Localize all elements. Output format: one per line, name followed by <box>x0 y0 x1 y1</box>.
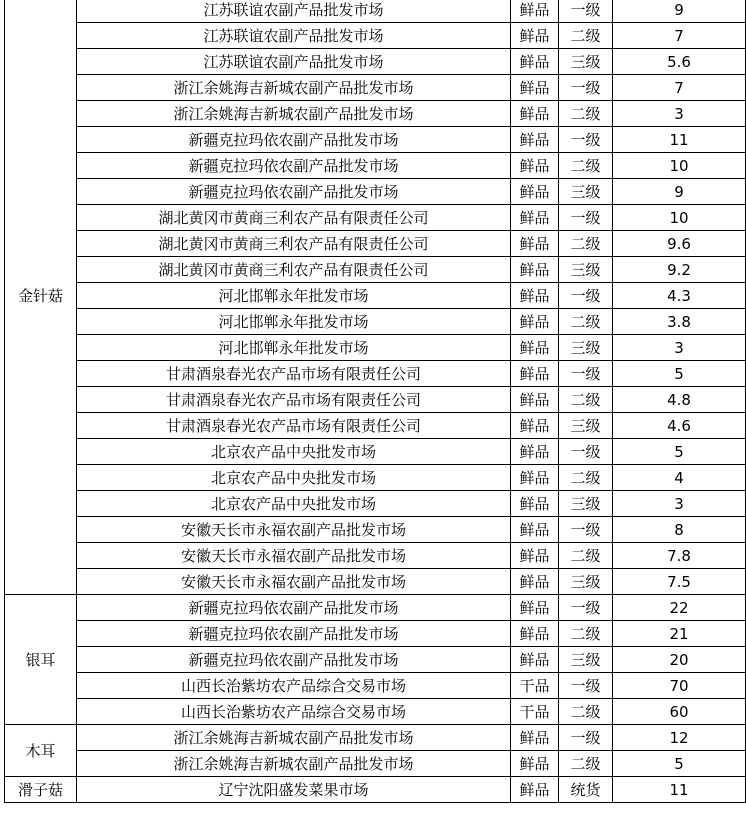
price-cell: 4.3 <box>613 283 746 309</box>
type-cell: 鲜品 <box>511 725 559 751</box>
market-cell: 安徽天长市永福农副产品批发市场 <box>77 517 511 543</box>
price-cell: 9 <box>613 179 746 205</box>
market-cell: 江苏联谊农副产品批发市场 <box>77 49 511 75</box>
price-cell: 5.6 <box>613 49 746 75</box>
type-cell: 鲜品 <box>511 205 559 231</box>
type-cell: 鲜品 <box>511 647 559 673</box>
type-cell: 鲜品 <box>511 335 559 361</box>
table-row <box>5 491 746 517</box>
grade-cell: 统货 <box>559 777 613 803</box>
table-row <box>5 595 746 621</box>
table-row <box>5 0 746 23</box>
table-row <box>5 361 746 387</box>
table-row <box>5 413 746 439</box>
market-cell: 甘肃酒泉春光农产品市场有限责任公司 <box>77 413 511 439</box>
grade-cell: 二级 <box>559 153 613 179</box>
market-cell: 河北邯郸永年批发市场 <box>77 283 511 309</box>
price-cell: 7.5 <box>613 569 746 595</box>
grade-cell: 二级 <box>559 101 613 127</box>
category-cell: 金针菇 <box>5 0 77 595</box>
type-cell: 鲜品 <box>511 49 559 75</box>
type-cell: 鲜品 <box>511 75 559 101</box>
grade-cell: 二级 <box>559 543 613 569</box>
price-cell: 3 <box>613 491 746 517</box>
price-cell: 5 <box>613 439 746 465</box>
table-row <box>5 205 746 231</box>
type-cell: 鲜品 <box>511 465 559 491</box>
market-cell: 新疆克拉玛依农副产品批发市场 <box>77 153 511 179</box>
table-row <box>5 621 746 647</box>
table-row <box>5 23 746 49</box>
table-row <box>5 387 746 413</box>
type-cell: 鲜品 <box>511 283 559 309</box>
market-cell: 江苏联谊农副产品批发市场 <box>77 0 511 23</box>
grade-cell: 三级 <box>559 647 613 673</box>
grade-cell: 一级 <box>559 205 613 231</box>
price-cell: 3.8 <box>613 309 746 335</box>
type-cell: 鲜品 <box>511 439 559 465</box>
price-cell: 5 <box>613 751 746 777</box>
table-row <box>5 257 746 283</box>
market-cell: 新疆克拉玛依农副产品批发市场 <box>77 647 511 673</box>
type-cell: 鲜品 <box>511 179 559 205</box>
market-cell: 河北邯郸永年批发市场 <box>77 335 511 361</box>
category-cell: 滑子菇 <box>5 777 77 803</box>
category-cell: 木耳 <box>5 725 77 777</box>
market-cell: 新疆克拉玛依农副产品批发市场 <box>77 179 511 205</box>
type-cell: 干品 <box>511 673 559 699</box>
type-cell: 鲜品 <box>511 23 559 49</box>
grade-cell: 二级 <box>559 699 613 725</box>
price-cell: 4.6 <box>613 413 746 439</box>
price-cell: 7.8 <box>613 543 746 569</box>
table-row <box>5 569 746 595</box>
price-table-body <box>5 0 746 803</box>
table-row <box>5 309 746 335</box>
type-cell: 鲜品 <box>511 361 559 387</box>
market-cell: 甘肃酒泉春光农产品市场有限责任公司 <box>77 361 511 387</box>
market-cell: 辽宁沈阳盛发菜果市场 <box>77 777 511 803</box>
type-cell: 鲜品 <box>511 413 559 439</box>
market-cell: 湖北黄冈市黄商三利农产品有限责任公司 <box>77 205 511 231</box>
price-cell: 9 <box>613 0 746 23</box>
table-row <box>5 517 746 543</box>
table-row <box>5 127 746 153</box>
grade-cell: 一级 <box>559 0 613 23</box>
market-cell: 浙江余姚海吉新城农副产品批发市场 <box>77 751 511 777</box>
table-row <box>5 153 746 179</box>
grade-cell: 一级 <box>559 725 613 751</box>
type-cell: 鲜品 <box>511 517 559 543</box>
type-cell: 鲜品 <box>511 231 559 257</box>
type-cell: 鲜品 <box>511 387 559 413</box>
grade-cell: 二级 <box>559 387 613 413</box>
price-cell: 22 <box>613 595 746 621</box>
market-cell: 新疆克拉玛依农副产品批发市场 <box>77 621 511 647</box>
price-cell: 11 <box>613 777 746 803</box>
grade-cell: 一级 <box>559 361 613 387</box>
grade-cell: 二级 <box>559 309 613 335</box>
grade-cell: 二级 <box>559 751 613 777</box>
type-cell: 鲜品 <box>511 101 559 127</box>
market-cell: 浙江余姚海吉新城农副产品批发市场 <box>77 75 511 101</box>
grade-cell: 三级 <box>559 49 613 75</box>
grade-cell: 一级 <box>559 127 613 153</box>
price-cell: 20 <box>613 647 746 673</box>
table-row <box>5 49 746 75</box>
market-cell: 浙江余姚海吉新城农副产品批发市场 <box>77 101 511 127</box>
grade-cell: 一级 <box>559 439 613 465</box>
table-row <box>5 725 746 751</box>
type-cell: 鲜品 <box>511 257 559 283</box>
price-cell: 60 <box>613 699 746 725</box>
type-cell: 鲜品 <box>511 0 559 23</box>
price-cell: 12 <box>613 725 746 751</box>
market-cell: 江苏联谊农副产品批发市场 <box>77 23 511 49</box>
grade-cell: 一级 <box>559 673 613 699</box>
grade-cell: 一级 <box>559 517 613 543</box>
grade-cell: 三级 <box>559 413 613 439</box>
table-row <box>5 699 746 725</box>
table-row <box>5 751 746 777</box>
price-cell: 70 <box>613 673 746 699</box>
price-cell: 9.2 <box>613 257 746 283</box>
market-cell: 北京农产品中央批发市场 <box>77 439 511 465</box>
market-cell: 北京农产品中央批发市场 <box>77 491 511 517</box>
price-cell: 10 <box>613 205 746 231</box>
grade-cell: 二级 <box>559 23 613 49</box>
type-cell: 鲜品 <box>511 491 559 517</box>
table-row <box>5 465 746 491</box>
market-cell: 浙江余姚海吉新城农副产品批发市场 <box>77 725 511 751</box>
price-cell: 5 <box>613 361 746 387</box>
price-cell: 8 <box>613 517 746 543</box>
grade-cell: 二级 <box>559 231 613 257</box>
table-row <box>5 231 746 257</box>
market-cell: 湖北黄冈市黄商三利农产品有限责任公司 <box>77 257 511 283</box>
grade-cell: 二级 <box>559 621 613 647</box>
price-cell: 9.6 <box>613 231 746 257</box>
table-row <box>5 543 746 569</box>
type-cell: 鲜品 <box>511 569 559 595</box>
price-cell: 7 <box>613 23 746 49</box>
table-row <box>5 283 746 309</box>
market-cell: 山西长治紫坊农产品综合交易市场 <box>77 699 511 725</box>
price-cell: 4 <box>613 465 746 491</box>
type-cell: 干品 <box>511 699 559 725</box>
market-cell: 河北邯郸永年批发市场 <box>77 309 511 335</box>
grade-cell: 三级 <box>559 491 613 517</box>
market-cell: 北京农产品中央批发市场 <box>77 465 511 491</box>
grade-cell: 一级 <box>559 75 613 101</box>
grade-cell: 一级 <box>559 283 613 309</box>
table-row <box>5 75 746 101</box>
type-cell: 鲜品 <box>511 543 559 569</box>
type-cell: 鲜品 <box>511 751 559 777</box>
type-cell: 鲜品 <box>511 621 559 647</box>
price-cell: 10 <box>613 153 746 179</box>
table-row <box>5 439 746 465</box>
market-cell: 新疆克拉玛依农副产品批发市场 <box>77 127 511 153</box>
table-row <box>5 647 746 673</box>
grade-cell: 三级 <box>559 257 613 283</box>
category-cell: 银耳 <box>5 595 77 725</box>
type-cell: 鲜品 <box>511 153 559 179</box>
market-cell: 安徽天长市永福农副产品批发市场 <box>77 543 511 569</box>
type-cell: 鲜品 <box>511 127 559 153</box>
market-cell: 湖北黄冈市黄商三利农产品有限责任公司 <box>77 231 511 257</box>
price-cell: 21 <box>613 621 746 647</box>
price-cell: 3 <box>613 101 746 127</box>
table-row <box>5 101 746 127</box>
type-cell: 鲜品 <box>511 777 559 803</box>
type-cell: 鲜品 <box>511 309 559 335</box>
price-cell: 4.8 <box>613 387 746 413</box>
market-cell: 甘肃酒泉春光农产品市场有限责任公司 <box>77 387 511 413</box>
table-row <box>5 777 746 803</box>
type-cell: 鲜品 <box>511 595 559 621</box>
table-row <box>5 673 746 699</box>
table-row <box>5 179 746 205</box>
price-cell: 3 <box>613 335 746 361</box>
table-row <box>5 335 746 361</box>
grade-cell: 三级 <box>559 569 613 595</box>
grade-cell: 一级 <box>559 595 613 621</box>
market-cell: 山西长治紫坊农产品综合交易市场 <box>77 673 511 699</box>
grade-cell: 三级 <box>559 335 613 361</box>
price-cell: 7 <box>613 75 746 101</box>
grade-cell: 二级 <box>559 465 613 491</box>
price-cell: 11 <box>613 127 746 153</box>
grade-cell: 三级 <box>559 179 613 205</box>
market-cell: 新疆克拉玛依农副产品批发市场 <box>77 595 511 621</box>
price-table <box>4 0 746 803</box>
market-cell: 安徽天长市永福农副产品批发市场 <box>77 569 511 595</box>
